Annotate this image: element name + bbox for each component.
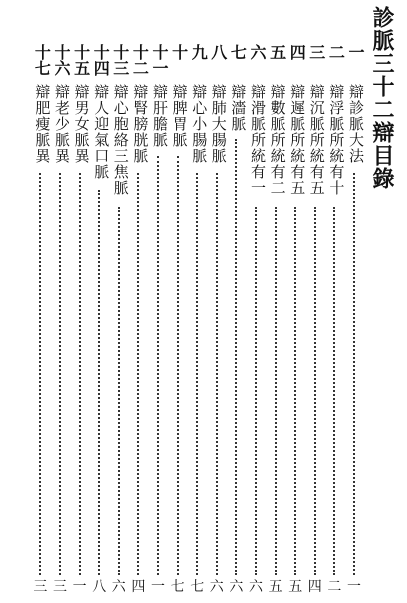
entry-number: 七 — [228, 44, 248, 60]
toc-entry[interactable] — [168, 44, 188, 599]
entry-title: 辯診脈大法 — [347, 84, 365, 164]
toc-entry[interactable] — [30, 44, 50, 599]
entry-number: 二 — [326, 44, 346, 60]
dot-leader — [333, 207, 335, 575]
dot-leader — [196, 173, 198, 575]
entry-title: 辯濇脈 — [229, 84, 248, 132]
toc-entry[interactable] — [207, 44, 227, 599]
entry-page-number: 六 — [229, 579, 244, 595]
entry-title: 辯遲脈所統有五 — [288, 84, 307, 196]
entry-page-number: 六 — [209, 579, 224, 595]
entry-title: 辯滑脈所統有一 — [249, 84, 267, 196]
entry-title: 辯浮脈所統有十 — [327, 84, 346, 196]
entry-title: 辯肺大腸脈 — [209, 84, 228, 164]
toc-entry[interactable] — [187, 44, 207, 599]
entry-number: 十七 — [32, 44, 52, 76]
dot-leader — [314, 207, 316, 575]
entry-page-number: 一 — [72, 579, 87, 595]
dot-leader — [118, 207, 120, 575]
entry-page-number: 五 — [288, 579, 303, 595]
entry-title: 辯脾胃脈 — [170, 84, 189, 148]
entry-number: 十四 — [91, 44, 111, 76]
entry-number: 十 — [169, 44, 189, 60]
dot-leader — [39, 173, 41, 575]
entry-page-number: 四 — [131, 579, 146, 595]
dot-leader — [275, 207, 277, 575]
entry-page-number: 六 — [249, 579, 263, 595]
dot-leader — [255, 207, 257, 575]
entry-page-number: 五 — [268, 579, 283, 595]
entry-title: 辯人迎氣口脈 — [92, 84, 111, 180]
dot-leader — [157, 156, 159, 575]
dot-leader — [59, 173, 61, 575]
entry-number: 一 — [346, 44, 365, 60]
entry-page-number: 八 — [92, 579, 107, 595]
entry-number: 四 — [287, 44, 307, 60]
entry-number: 六 — [248, 44, 267, 60]
entry-number: 八 — [208, 44, 228, 60]
dot-leader — [235, 139, 237, 575]
dot-leader — [216, 173, 218, 575]
entry-number: 九 — [189, 44, 209, 60]
dot-leader — [137, 173, 139, 575]
dot-leader — [177, 156, 179, 575]
entry-number: 十二 — [130, 44, 150, 76]
entry-page-number: 三 — [53, 579, 67, 595]
entry-title: 辯數脈所統有二 — [268, 84, 287, 196]
toc-entry[interactable] — [226, 44, 246, 599]
entry-title: 辯沉脈所統有五 — [307, 84, 326, 196]
entry-page-number: 二 — [327, 579, 342, 595]
toc-entry[interactable] — [109, 44, 129, 599]
toc-entry[interactable] — [305, 44, 325, 599]
entry-page-number: 四 — [307, 579, 322, 595]
entry-page-number: 七 — [190, 579, 205, 595]
entry-title: 辯心胞絡三焦脈 — [111, 84, 130, 196]
entry-title: 辯肥瘦脈異 — [33, 84, 52, 164]
dot-leader — [353, 173, 355, 575]
entry-title: 辯老少脈異 — [53, 84, 71, 164]
entry-page-number: 一 — [151, 579, 165, 595]
toc-entry[interactable] — [70, 44, 90, 599]
toc-entry[interactable] — [89, 44, 109, 599]
entry-number: 十三 — [110, 44, 130, 76]
entry-page-number: 六 — [111, 579, 126, 595]
entry-title: 辯心小腸脈 — [190, 84, 209, 164]
toc-entry[interactable] — [246, 44, 266, 599]
entry-number: 十六 — [52, 44, 71, 76]
entry-title: 辯肝膽脈 — [151, 84, 169, 148]
entry-number: 十一 — [150, 44, 169, 76]
entry-number: 三 — [306, 44, 326, 60]
entry-page-number: 一 — [347, 579, 361, 595]
dot-leader — [79, 173, 81, 575]
toc-entry[interactable] — [344, 44, 364, 599]
entry-page-number: 七 — [170, 579, 185, 595]
page-title: 診脈三十二辯目錄 — [369, 6, 395, 190]
entry-title: 辯男女脈異 — [72, 84, 91, 164]
toc-entry[interactable] — [324, 44, 344, 599]
entry-number: 五 — [267, 44, 287, 60]
toc-entry[interactable] — [50, 44, 70, 599]
toc-entry[interactable] — [128, 44, 148, 599]
toc-entry[interactable] — [148, 44, 168, 599]
entry-page-number: 三 — [33, 579, 48, 595]
dot-leader — [98, 190, 100, 575]
entry-title: 辯腎膀胱脈 — [131, 84, 150, 164]
toc-entry[interactable] — [266, 44, 286, 599]
entry-number: 十五 — [71, 44, 91, 76]
dot-leader — [294, 207, 296, 575]
toc-entry[interactable] — [285, 44, 305, 599]
